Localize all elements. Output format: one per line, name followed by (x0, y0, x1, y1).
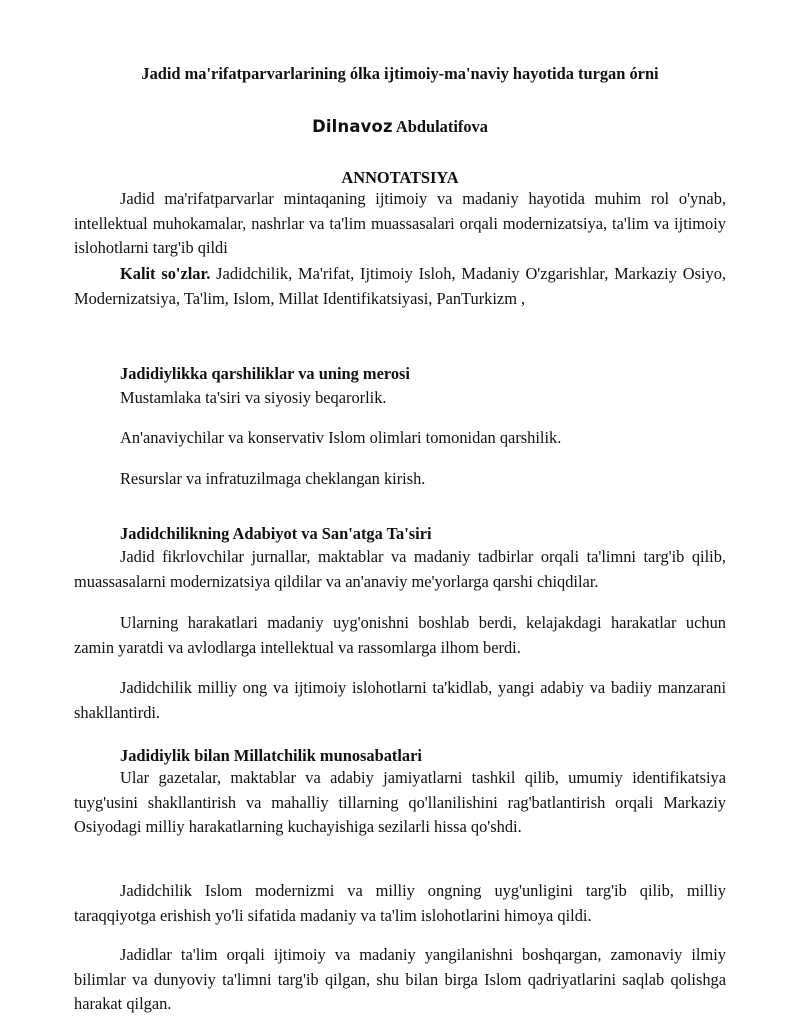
keywords-list: Jadidchilik, Ma'rifat, Ijtimoiy Isloh, Madaniy O'zgarishlar, Markaziy Osiyo, Modernizatsiya, Ta'lim, Islom, Millat Identifikatsiyasi, PanTurkizm , (74, 264, 726, 308)
paragraph: Ularning harakatlari madaniy uyg'onishni boshlab berdi, kelajakdagi harakatlar uchun zamin yaratdi va avlodlarga intellektual va rassomlarga ilhom berdi. (74, 613, 726, 657)
paper-title: Jadid ma'rifatparvarlarining ólka ijtimoiy-ma'naviy hayotida turgan órni (141, 64, 659, 83)
paragraph: Jadidchilik Islom modernizmi va milliy ongning uyg'unligini targ'ib qilib, milliy taraqqiyotga erishish yo'li sifatida madaniy va ta'lim islohotlarini himoya qildi. (74, 881, 726, 925)
section-heading-literature: Jadidchilikning Adabiyot va San'atga Ta'siri (120, 524, 432, 543)
section-heading-nationalism: Jadidiylik bilan Millatchilik munosabatlari (120, 746, 422, 765)
paragraph: Ular gazetalar, maktablar va adabiy jamiyatlarni tashkil qilib, umumiy identifikatsiya tuyg'usini shakllantirish va mahalliy tillarning qo'llanilishini rag'batlantirish orqali Markaziy Osiyodagi milliy harakatlarning kuchayishiga sezilarli hissa qo'shdi. (74, 768, 726, 836)
annotation-heading: ANNOTATSIYA (341, 168, 459, 187)
list-item: Resurslar va infratuzilmaga cheklangan kirish. (120, 469, 426, 488)
list-item: An'anaviychilar va konservativ Islom olimlari tomonidan qarshilik. (120, 428, 562, 447)
keywords-paragraph (74, 262, 726, 311)
author-name (0, 117, 800, 137)
paragraph: Jadid fikrlovchilar jurnallar, maktablar va madaniy tadbirlar orqali ta'limni targ'ib qilib, muassasalarni modernizatsiya qildilar va an'anaviy me'yorlarga qarshi chiqdilar. (74, 547, 726, 591)
list-item: Mustamlaka ta'siri va siyosiy beqarorlik. (120, 388, 387, 407)
keywords-label: Kalit so'zlar. (120, 264, 211, 283)
author-given-name: Dilnavoz (312, 117, 393, 136)
section-heading-resistance: Jadidiylikka qarshiliklar va uning merosi (120, 364, 410, 383)
paragraph: Jadidchilik milliy ong va ijtimoiy islohotlarni ta'kidlab, yangi adabiy va badiiy manzarani shakllantirdi. (74, 678, 726, 722)
paragraph: Jadidlar ta'lim orqali ijtimoiy va madaniy yangilanishni boshqargan, zamonaviy ilmiy bilimlar va dunyoviy ta'limni targ'ib qilgan, shu bilan birga Islom qadriyatlarini saqlab qolishga harakat qilgan. (74, 945, 726, 1013)
author-family-name: Abdulatifova (395, 117, 488, 136)
annotation-text: Jadid ma'rifatparvarlar mintaqaning ijtimoiy va madaniy hayotida muhim rol o'ynab, intellektual muhokamalar, nashrlar va ta'lim muassasalari orqali modernizatsiya, ta'lim va ijtimoiy islohotlarni targ'ib qildi (74, 189, 726, 257)
